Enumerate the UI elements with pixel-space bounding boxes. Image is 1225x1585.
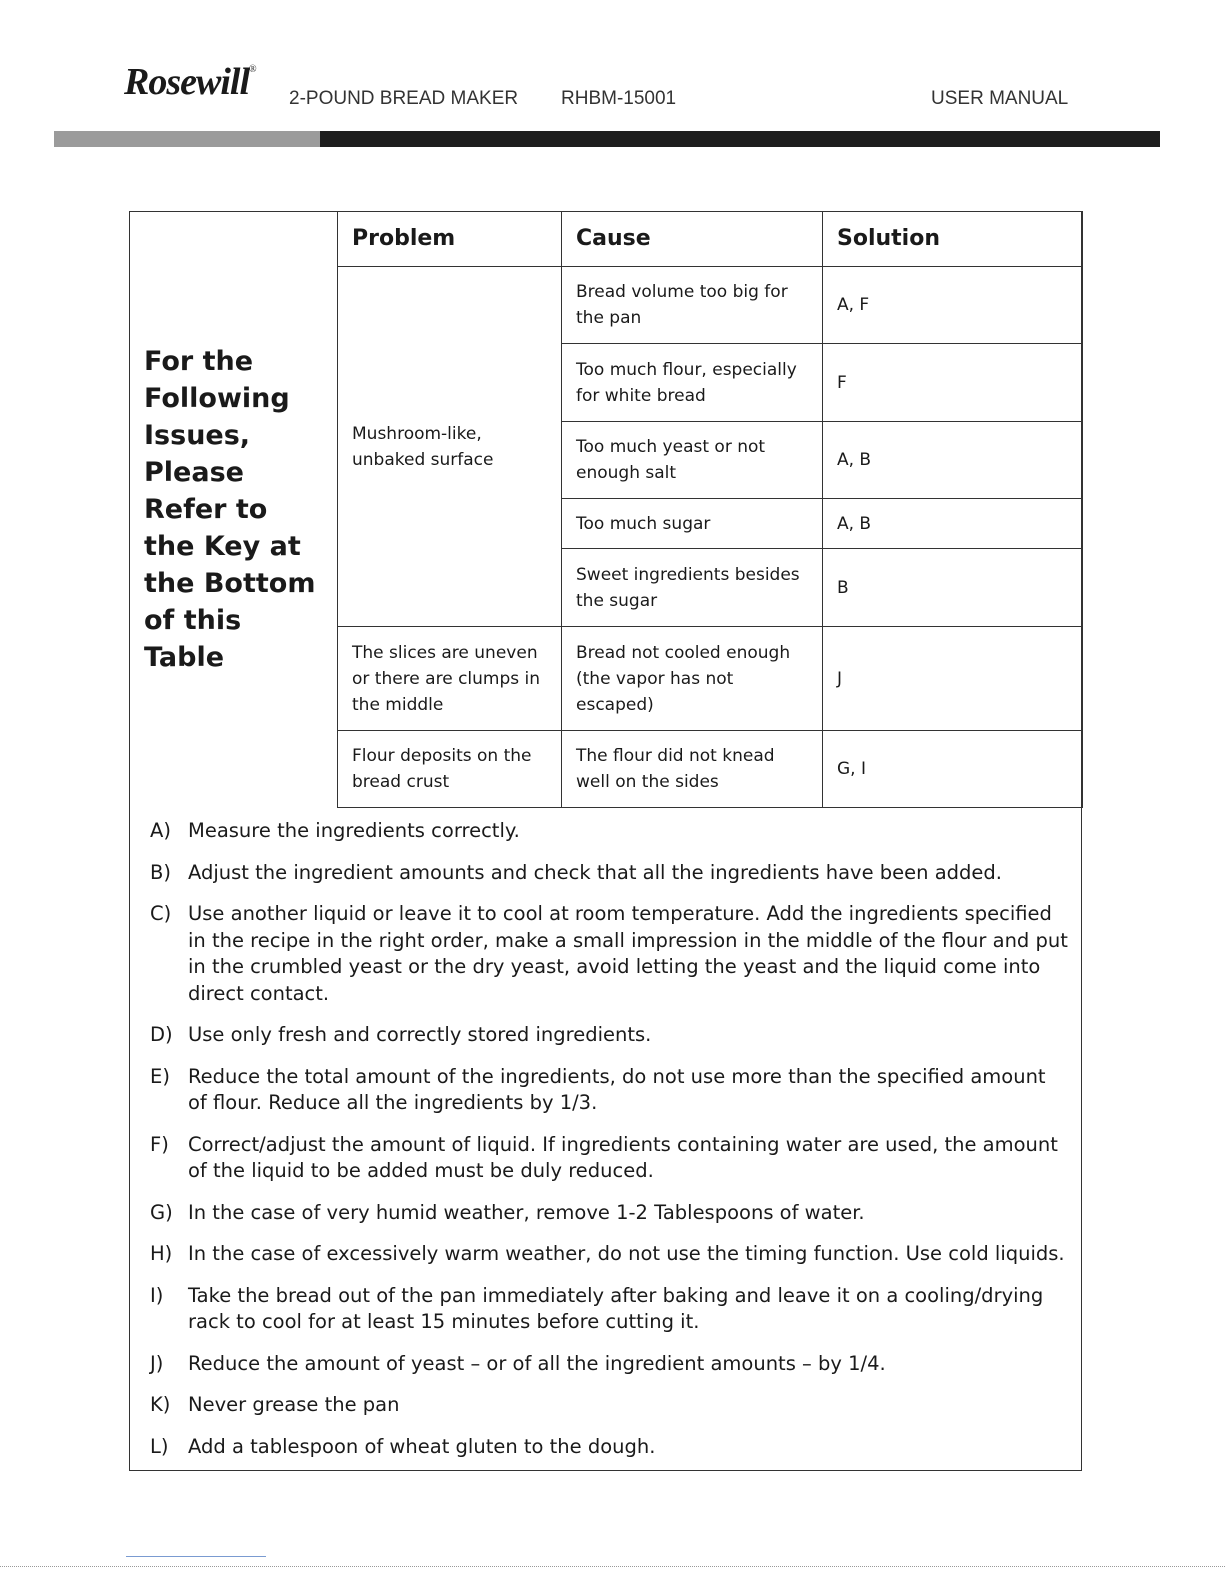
key-letter: K) [150,1393,171,1416]
header-bar-gray [54,131,320,147]
key-text: Measure the ingredients correctly. [188,819,520,842]
column-header-cause: Cause [562,212,823,267]
problem-cell: Flour deposits on the bread crust [338,731,562,808]
footer-link-line [126,1556,266,1557]
list-item [150,1434,1070,1461]
key-letter: F) [150,1132,169,1156]
side-label-cell [130,212,338,808]
cause-cell: Bread volume too big for the pan [562,267,823,344]
solution-cell: B [823,549,1083,627]
solution-cell: A, B [823,422,1083,499]
table-header-row [130,212,1083,267]
cause-cell: Bread not cooled enough (the vapor has not escaped) [562,627,823,731]
column-header-problem: Problem [338,212,562,267]
key-letter: E) [150,1064,170,1088]
problem-cell: The slices are uneven or there are clumps in the middle [338,627,562,731]
key-text: In the case of very humid weather, remove 1-2 Tablespoons of water. [188,1200,865,1224]
product-name: 2-POUND BREAD MAKER [289,88,519,109]
cause-cell: Too much sugar [562,499,823,549]
cause-cell: The flour did not knead well on the sides [562,731,823,808]
problem-cell: Mushroom-like, unbaked surface [338,267,562,627]
key-letter: G) [150,1200,173,1224]
model-number: RHBM-15001 [561,88,677,109]
key-letter: J) [150,1351,164,1375]
list-item [150,1283,1070,1336]
key-text: Take the bread out of the pan immediately after baking and leave it on a cooling/drying rack to cool for at least 15 minutes before cutting it. [188,1283,1044,1333]
key-text: In the case of excessively warm weather, do not use the timing function. Use cold liquids. [188,1242,1065,1265]
list-item [150,1392,1070,1419]
key-text: Use only fresh and correctly stored ingredients. [188,1023,652,1046]
solution-cell: A, B [823,499,1083,549]
key-letter: B) [150,860,171,884]
list-item [150,818,1070,845]
key-text: Add a tablespoon of wheat gluten to the dough. [188,1434,656,1458]
key-text: Reduce the amount of yeast – or of all the ingredient amounts – by 1/4. [188,1351,886,1375]
key-text: Correct/adjust the amount of liquid. If ingredients containing water are used, the amount of the liquid to be added must be duly reduced. [188,1132,1058,1182]
list-item [150,860,1070,887]
cause-cell: Too much yeast or not enough salt [562,422,823,499]
solution-cell: A, F [823,267,1083,344]
troubleshooting-table [129,211,1083,808]
solution-cell: F [823,344,1083,422]
cause-cell: Sweet ingredients besides the sugar [562,549,823,627]
key-text: Adjust the ingredient amounts and check that all the ingredients have been added. [188,860,1002,884]
list-item [150,901,1070,1007]
key-text: Use another liquid or leave it to cool at room temperature. Add the ingredients specified in the recipe in the right order, make a small impression in the middle of the flour and put in the crumbled yeast or the dry yeast, avoid letting the yeast and the liquid come into direct contact. [188,902,1068,1005]
key-letter: C) [150,902,172,925]
list-item [150,1132,1070,1185]
column-header-solution: Solution [823,212,1083,267]
key-letter: A) [150,819,171,842]
list-item [150,1241,1070,1268]
key-letter: I) [150,1283,164,1307]
cause-cell: Too much flour, especially for white bread [562,344,823,422]
list-item [150,1200,1070,1227]
footer-dotted-rule [0,1566,1225,1567]
solution-cell: G, I [823,731,1083,808]
document-type: USER MANUAL [931,88,1069,109]
key-letter: L) [150,1434,169,1458]
list-item [150,1351,1070,1378]
side-label: For the Following Issues, Please Refer to the Key at the Bottom of this Table [144,346,316,674]
list-item [150,1022,1070,1049]
key-letter: H) [150,1242,173,1265]
solution-cell: J [823,627,1083,731]
key-letter: D) [150,1023,173,1046]
brand-logo: Rosewill® [124,61,256,103]
key-text: Reduce the total amount of the ingredients, do not use more than the specified amount of flour. Reduce all the ingredients by 1/3. [188,1064,1046,1114]
list-item [150,1064,1070,1117]
solution-key-list [150,818,1070,1475]
key-text: Never grease the pan [188,1393,400,1416]
header-bar-black [320,131,1160,147]
